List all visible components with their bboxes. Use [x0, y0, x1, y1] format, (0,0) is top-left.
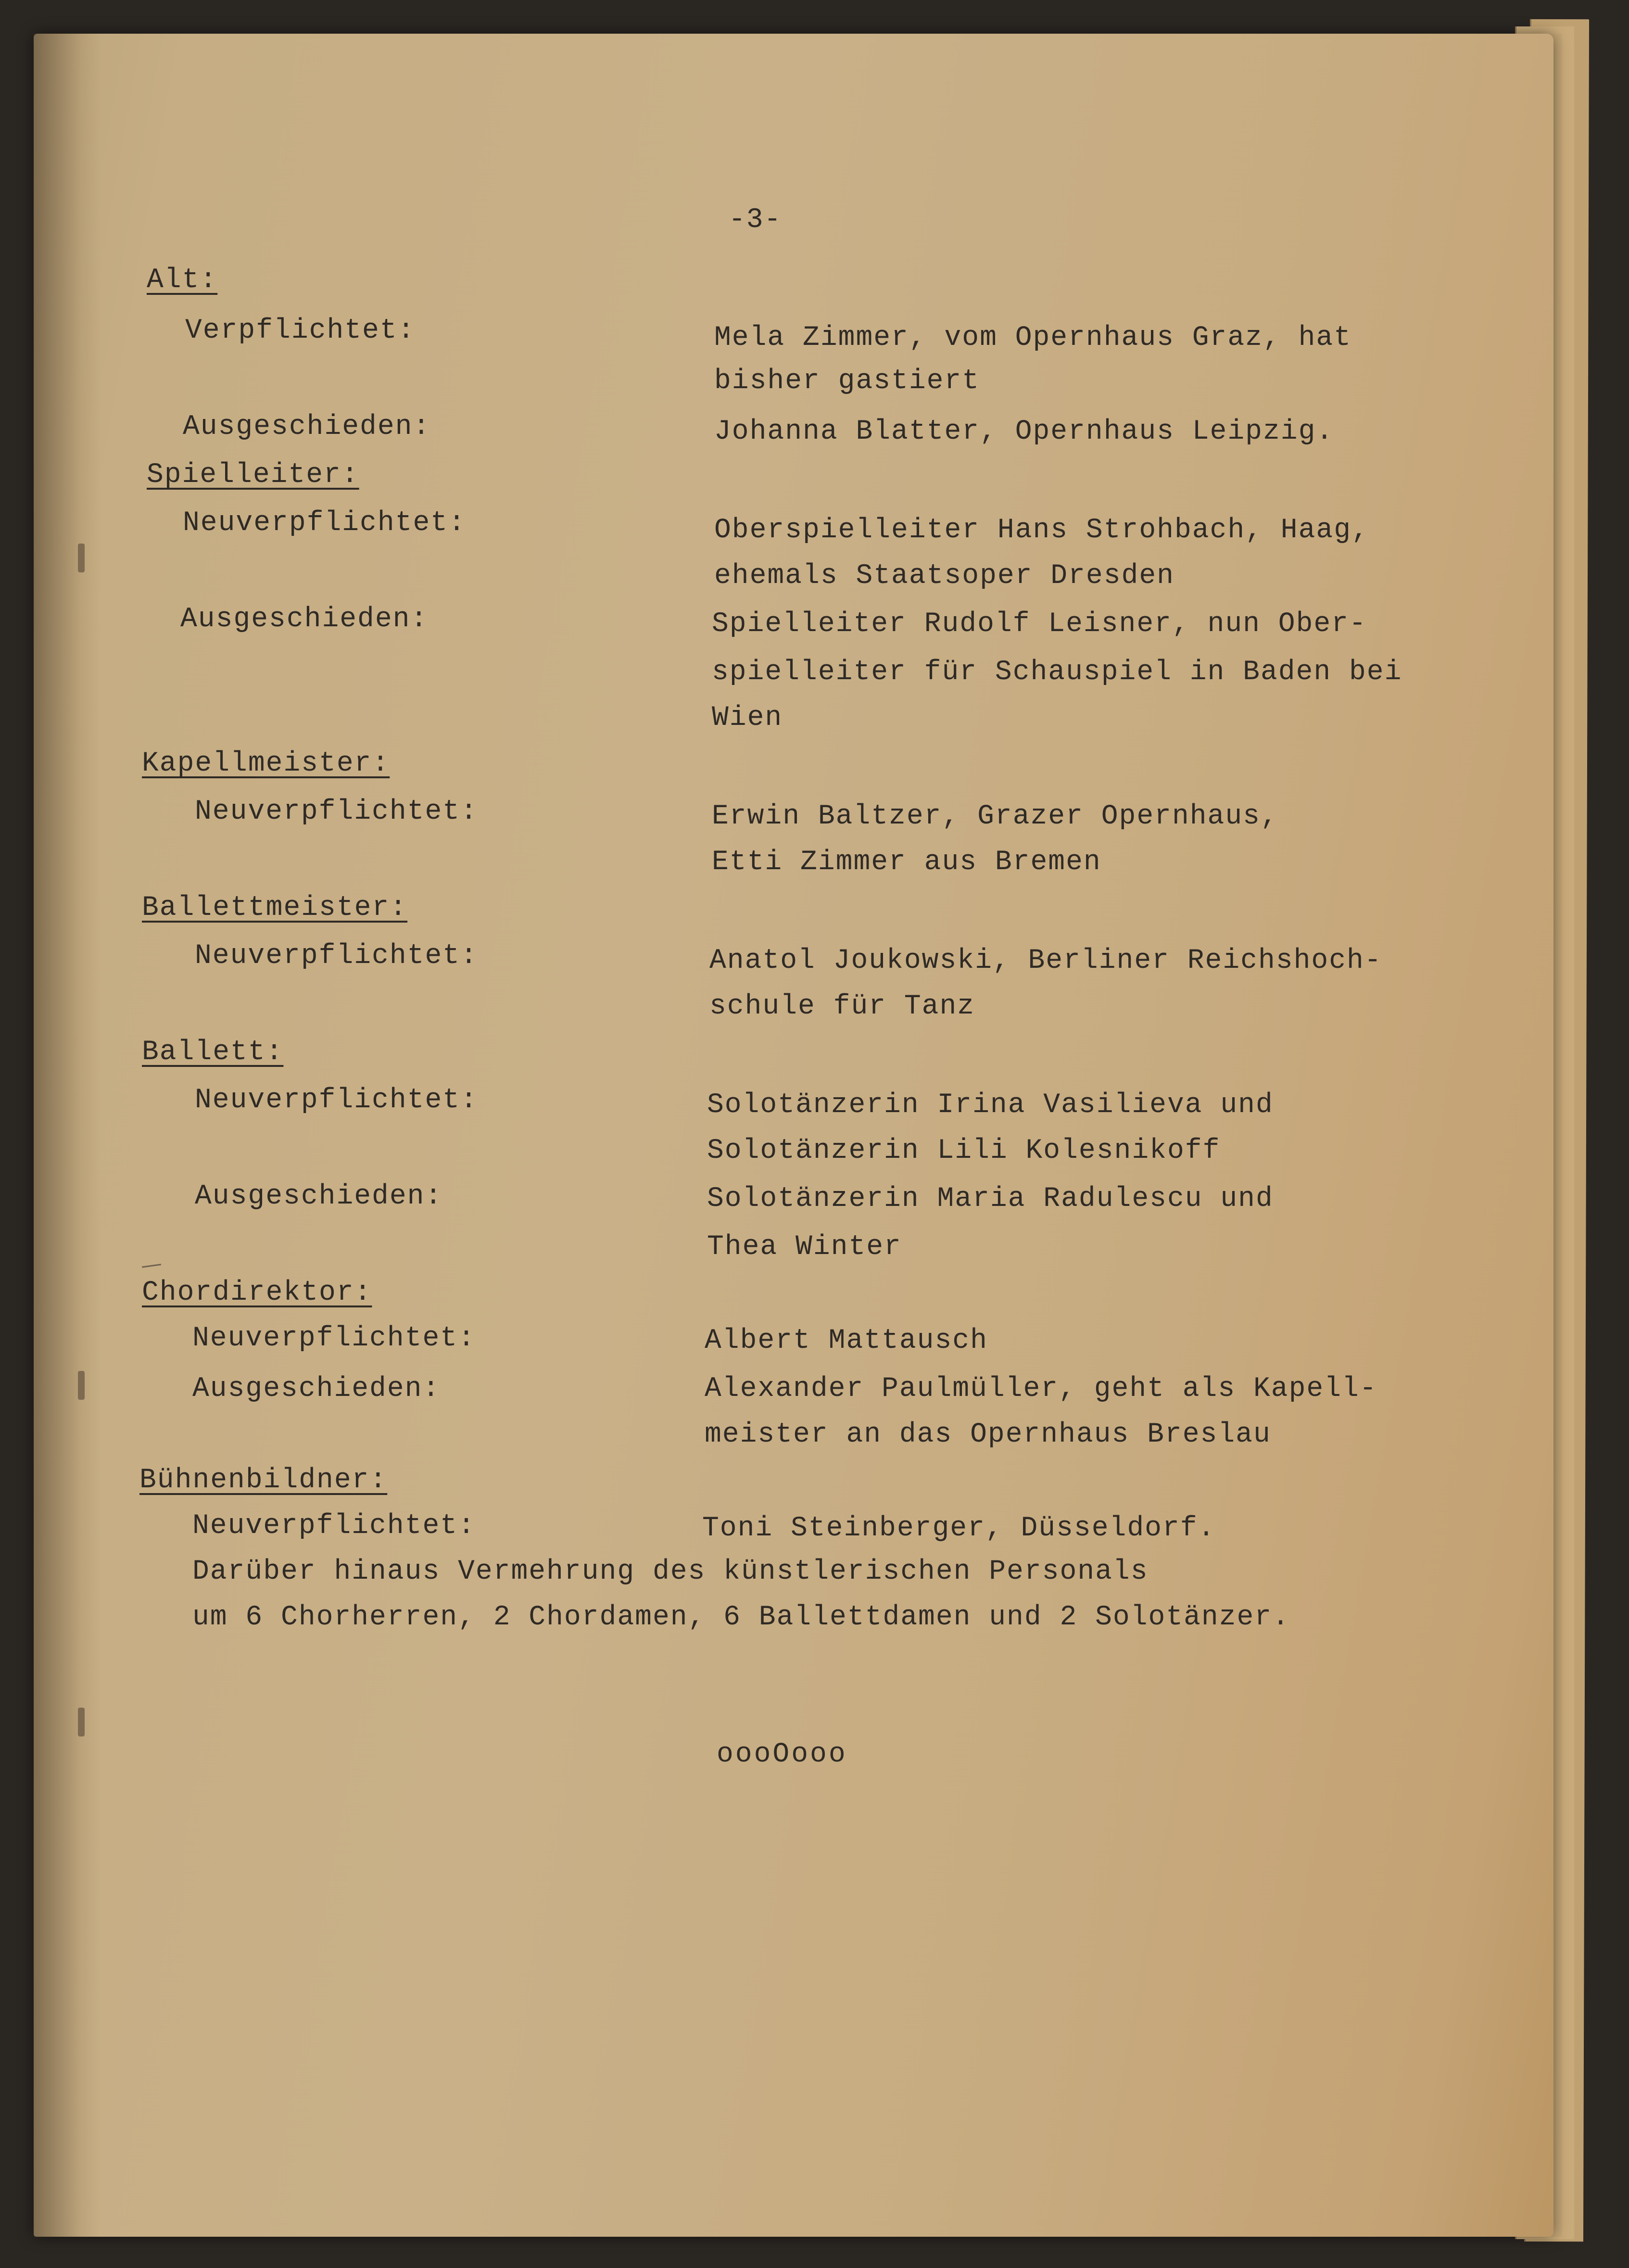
entry-label: Ausgeschieden:: [195, 1181, 443, 1212]
document-page: [34, 34, 1553, 2237]
staple-hole: [78, 544, 85, 572]
staple-hole: [78, 1708, 85, 1736]
closing-text: Darüber hinaus Vermehrung des künstlerischen Personals: [192, 1556, 1149, 1587]
entry-text: Johanna Blatter, Opernhaus Leipzig.: [714, 416, 1334, 447]
entry-text: Toni Steinberger, Düsseldorf.: [702, 1513, 1216, 1544]
entry-label: Ausgeschieden:: [183, 411, 431, 443]
section-heading-ballett: Ballett:: [142, 1037, 284, 1068]
binding-gutter: [34, 34, 101, 2237]
entry-label: Neuverpflichtet:: [195, 796, 478, 827]
closing-text: um 6 Chorherren, 2 Chordamen, 6 Ballettdamen und 2 Solotänzer.: [192, 1602, 1290, 1633]
entry-text: Albert Mattausch: [705, 1325, 988, 1356]
entry-text: Solotänzerin Irina Vasilieva und: [707, 1090, 1274, 1121]
entry-text: Solotänzerin Lili Kolesnikoff: [707, 1135, 1221, 1166]
staple-hole: [78, 1371, 85, 1400]
page-number: -3-: [729, 204, 782, 236]
section-heading-ballettmeister: Ballettmeister:: [142, 892, 408, 924]
entry-label: Neuverpflichtet:: [192, 1510, 476, 1542]
entry-text: Mela Zimmer, vom Opernhaus Graz, hat: [714, 322, 1352, 354]
entry-label: Neuverpflichtet:: [195, 1085, 478, 1116]
entry-text: schule für Tanz: [709, 991, 975, 1022]
entry-label: Neuverpflichtet:: [195, 940, 478, 972]
entry-text: spielleiter für Schauspiel in Baden bei: [712, 657, 1402, 688]
entry-text: Spielleiter Rudolf Leisner, nun Ober-: [712, 608, 1367, 640]
entry-text: bisher gastiert: [714, 366, 980, 397]
entry-text: Erwin Baltzer, Grazer Opernhaus,: [712, 801, 1278, 832]
entry-text: Thea Winter: [707, 1231, 902, 1263]
section-heading-buehnenbildner: Bühnenbildner:: [139, 1465, 388, 1496]
entry-label: Ausgeschieden:: [180, 604, 429, 635]
entry-text: Wien: [712, 702, 783, 734]
entry-text: meister an das Opernhaus Breslau: [705, 1419, 1271, 1450]
section-heading-spielleiter: Spielleiter:: [147, 459, 359, 491]
entry-text: Alexander Paulmüller, geht als Kapell-: [705, 1373, 1377, 1405]
entry-label: Verpflichtet:: [185, 315, 416, 346]
section-heading-chordirektor: Chordirektor:: [142, 1277, 372, 1308]
entry-text: Solotänzerin Maria Radulescu und: [707, 1183, 1274, 1215]
entry-text: Oberspielleiter Hans Strohbach, Haag,: [714, 515, 1369, 546]
entry-text: ehemals Staatsoper Dresden: [714, 560, 1174, 592]
entry-label: Neuverpflichtet:: [183, 507, 466, 539]
section-heading-kapellmeister: Kapellmeister:: [142, 748, 390, 779]
end-mark: oooOooo: [717, 1739, 847, 1770]
section-heading-alt: Alt:: [147, 265, 218, 296]
entry-text: Etti Zimmer aus Bremen: [712, 847, 1101, 878]
entry-text: Anatol Joukowski, Berliner Reichshoch-: [709, 945, 1382, 976]
entry-label: Ausgeschieden:: [192, 1373, 441, 1405]
pencil-mark: [142, 1264, 161, 1268]
entry-label: Neuverpflichtet:: [192, 1323, 476, 1354]
